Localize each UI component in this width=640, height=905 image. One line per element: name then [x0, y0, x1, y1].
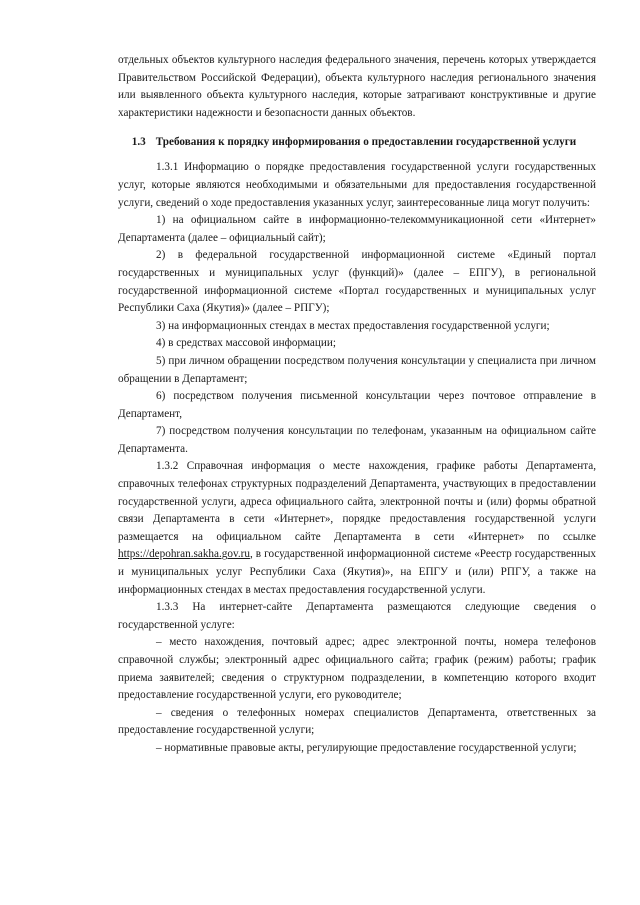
- dash-list-item: – сведения о телефонных номерах специалистов Департамента, ответственных за предоставление государственной услуги;: [118, 706, 596, 737]
- website-link[interactable]: https://depohran.sakha.gov.ru: [118, 548, 250, 561]
- dash-list-item: – место нахождения, почтовый адрес; адрес электронной почты, номера телефонов справочной службы; электронный адрес официального сайта; график (режим) работы; график приема заявителей; сведения о структурном подразделении, в компетенцию которого входит предоставление государственной услуги, его руководителе;: [118, 636, 596, 702]
- list-item: 5) при личном обращении посредством получения консультации у специалиста при личном обращении в Департамент;: [118, 354, 596, 385]
- section-title: Требования к порядку информирования о предоставлении государственной услуги: [155, 136, 577, 149]
- list-item: 2) в федеральной государственной информационной системе «Единый портал государственных и муниципальных услуг (функций)» (далее – ЕПГУ), в региональной государственной информационной системе «Портал государственных и муниципальных услуг Республики Саха (Якутия)» (далее – РПГУ);: [118, 249, 596, 315]
- paragraph-1-3-2-text: 1.3.2 Справочная информация о месте нахождения, графике работы Департамента, справочных телефонах структурных подразделений Департамента, участвующих в предоставлении государственной услуги, адреса официального сайта, электронной почты и (или) формы обратной связи Департамента в сети «Интернет», порядке предоставления государственной услуги размещается на официальном сайте Департамента в сети «Интернет» по ссылке: [118, 460, 596, 543]
- section-number: 1.3: [131, 136, 146, 149]
- paragraph-1-3-2-tail: , в государственной информационной системе «Реестр государственных и муниципальных услуг Республики Саха (Якутия)», на ЕПГУ и (или) РПГУ, а также на информационных стендах в местах предоставления государственной услуги.: [118, 548, 596, 596]
- paragraph-1-3-3: 1.3.3 На интернет-сайте Департамента размещаются следующие сведения о государственной услуге:: [118, 601, 596, 631]
- list-item: 6) посредством получения письменной консультации через почтовое отправление в Департамент,: [118, 390, 596, 420]
- list-item: 1) на официальном сайте в информационно-телекоммуникационной сети «Интернет» Департамента (далее – официальный сайт);: [118, 214, 596, 244]
- list-item: 7) посредством получения консультации по телефонам, указанным на официальном сайте Департамента.: [118, 425, 596, 455]
- list-item: 4) в средствах массовой информации;: [156, 337, 336, 350]
- dash-list-item: – нормативные правовые акты, регулирующие предоставление государственной услуги;: [156, 741, 577, 754]
- paragraph-1-3-1: 1.3.1 Информацию о порядке предоставления государственной услуги государственных услуг, которые являются необходимыми и обязательными для предоставления государственной услуги, сведений о ходе предоставления указанных услуг, заинтересованные лица могут получить:: [118, 161, 596, 209]
- list-item: 3) на информационных стендах в местах предоставления государственной услуги;: [156, 319, 550, 332]
- document-body: [118, 52, 596, 758]
- intro-paragraph: отдельных объектов культурного наследия федерального значения, перечень которых утверждается Правительством Российской Федерации), объекта культурного наследия регионального значения или выявленного объекта культурного наследия, которые затрагивают конструктивные и другие характеристики надежности и безопасности данных объектов.: [118, 54, 596, 119]
- section-heading: [118, 134, 596, 151]
- paragraph-1-3-2: [118, 458, 596, 599]
